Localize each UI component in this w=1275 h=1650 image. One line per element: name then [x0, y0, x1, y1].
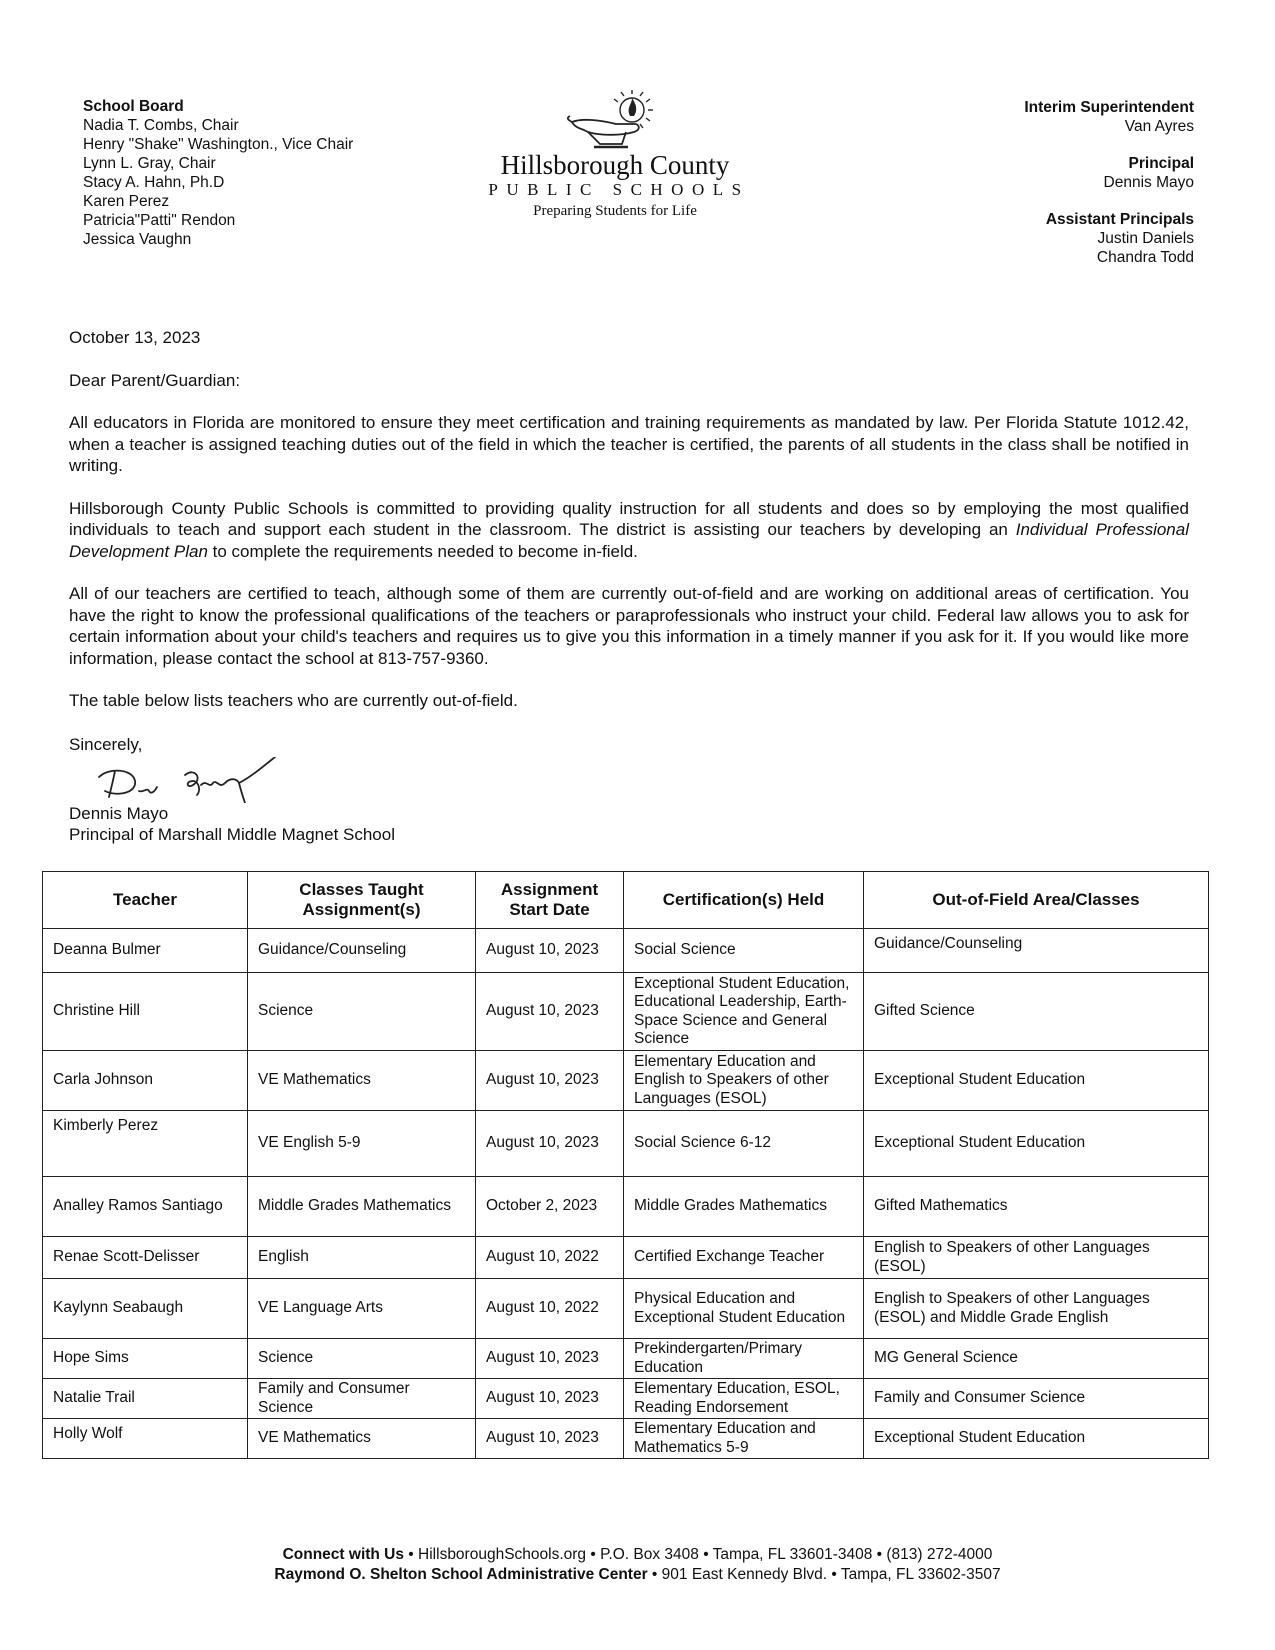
classes-cell: English: [248, 1237, 476, 1279]
out-of-field-cell: English to Speakers of other Languages (ESOL): [864, 1237, 1209, 1279]
signer-title: Principal of Marshall Middle Magnet School: [69, 825, 395, 844]
paragraph-commitment-text-end: to complete the requirements needed to become in-field.: [207, 541, 638, 561]
certification-cell: Social Science: [624, 929, 864, 973]
classes-cell: VE Mathematics: [248, 1051, 476, 1111]
start-date-cell: August 10, 2022: [476, 1237, 624, 1279]
table-row: [43, 1419, 1209, 1459]
logo-name: Hillsborough County: [500, 150, 730, 180]
certification-cell: Prekindergarten/Primary Education: [624, 1339, 864, 1379]
footer-line-address: [0, 1565, 1275, 1585]
board-member: Stacy A. Hahn, Ph.D: [83, 174, 225, 191]
out-of-field-cell: Exceptional Student Education: [864, 1111, 1209, 1177]
out-of-field-table: [42, 871, 1209, 1459]
table-row: [43, 1237, 1209, 1279]
classes-cell: VE Mathematics: [248, 1419, 476, 1459]
paragraph-rights: All of our teachers are certified to teach, although some of them are currently out-of-field and are working on additional areas of certification. You have the right to know the professional qualifications of the teachers or paraprofessionals who instruct your child. Federal law allows you to ask for certain information about your child's teachers and requires us to give you this information in a timely manner if you ask for it. If you would like more information, please contact the school at 813-757-9360.: [69, 584, 1189, 668]
salutation: Dear Parent/Guardian:: [69, 370, 241, 390]
district-logo: [455, 88, 775, 220]
paragraph-commitment-text: Hillsborough County Public Schools is committed to providing quality instruction for all students and does so by employing the most qualified individuals to teach and support each student in the classroom. The district is assisting our teachers by developing an: [69, 498, 1189, 539]
closing: Sincerely,: [69, 734, 143, 754]
teacher-cell: Kaylynn Seabaugh: [43, 1279, 248, 1339]
board-member: Henry "Shake" Washington., Vice Chair: [83, 136, 354, 153]
principal-label: Principal: [1128, 155, 1194, 172]
start-date-cell: August 10, 2023: [476, 929, 624, 973]
certification-cell: Certified Exchange Teacher: [624, 1237, 864, 1279]
footer-line-contact: [0, 1545, 1275, 1565]
footer-address-heading: Raymond O. Shelton School Administrative Center: [274, 1566, 648, 1583]
table-note: The table below lists teachers who are currently out-of-field.: [69, 691, 518, 710]
classes-cell: VE English 5-9: [248, 1111, 476, 1177]
table-row: [43, 1111, 1209, 1177]
footer-contact-details: • HillsboroughSchools.org • P.O. Box 3408 • Tampa, FL 33601-3408 • (813) 272-4000: [404, 1546, 993, 1563]
classes-cell: VE Language Arts: [248, 1279, 476, 1339]
table-row: [43, 1339, 1209, 1379]
teacher-cell: Hope Sims: [43, 1339, 248, 1379]
signature-icon: [89, 757, 299, 803]
start-date-cell: August 10, 2023: [476, 1339, 624, 1379]
teacher-cell: Carla Johnson: [43, 1051, 248, 1111]
superintendent-label: Interim Superintendent: [1024, 99, 1194, 116]
classes-cell: Science: [248, 1339, 476, 1379]
start-date-cell: August 10, 2022: [476, 1279, 624, 1339]
teacher-cell: Analley Ramos Santiago: [43, 1177, 248, 1237]
assistant-principals-label: Assistant Principals: [1045, 211, 1194, 228]
certification-cell: Physical Education and Exceptional Student Education: [624, 1279, 864, 1339]
column-header: Certification(s) Held: [624, 872, 864, 929]
board-member: Patricia"Patti" Rendon: [83, 212, 236, 229]
certification-cell: Elementary Education and English to Speakers of other Languages (ESOL): [624, 1051, 864, 1111]
out-of-field-cell: Guidance/Counseling: [864, 929, 1209, 973]
classes-cell: Family and Consumer Science: [248, 1379, 476, 1419]
classes-cell: Science: [248, 973, 476, 1051]
administration-block: [1024, 98, 1194, 267]
certification-cell: Exceptional Student Education, Educational Leadership, Earth-Space Science and General Science: [624, 973, 864, 1051]
out-of-field-cell: Exceptional Student Education: [864, 1051, 1209, 1111]
school-board-heading: School Board: [83, 98, 184, 115]
logo-tagline: Preparing Students for Life: [533, 203, 697, 219]
table-row: [43, 1379, 1209, 1419]
certification-cell: Middle Grades Mathematics: [624, 1177, 864, 1237]
teacher-cell: Kimberly Perez: [43, 1111, 248, 1177]
certification-cell: Social Science 6-12: [624, 1111, 864, 1177]
start-date-cell: August 10, 2023: [476, 1379, 624, 1419]
classes-cell: Guidance/Counseling: [248, 929, 476, 973]
page-footer: [0, 1545, 1275, 1585]
column-header: Out-of-Field Area/Classes: [864, 872, 1209, 929]
lamp-of-learning-icon: [560, 88, 670, 150]
plan-name: Individual Professional Development Plan: [69, 520, 1189, 561]
out-of-field-cell: Exceptional Student Education: [864, 1419, 1209, 1459]
teacher-cell: Deanna Bulmer: [43, 929, 248, 973]
out-of-field-cell: English to Speakers of other Languages (ESOL) and Middle Grade English: [864, 1279, 1209, 1339]
out-of-field-cell: Family and Consumer Science: [864, 1379, 1209, 1419]
letter-date: October 13, 2023: [69, 328, 201, 347]
logo-subtitle: PUBLIC SCHOOLS: [488, 180, 750, 199]
teacher-cell: Natalie Trail: [43, 1379, 248, 1419]
start-date-cell: October 2, 2023: [476, 1177, 624, 1237]
table-row: [43, 1051, 1209, 1111]
start-date-cell: August 10, 2023: [476, 1419, 624, 1459]
table-row: [43, 929, 1209, 973]
table-row: [43, 973, 1209, 1051]
paragraph-statute: All educators in Florida are monitored to ensure they meet certification and training requirements as mandated by law. Per Florida Statute 1012.42, when a teacher is assigned teaching duties out of the field in which the teacher is certified, the parents of all students in the class shall be notified in writing.: [69, 413, 1189, 475]
board-member: Nadia T. Combs, Chair: [83, 117, 239, 134]
teacher-cell: Christine Hill: [43, 973, 248, 1051]
assistant-principal-name: Chandra Todd: [1096, 249, 1194, 266]
out-of-field-cell: MG General Science: [864, 1339, 1209, 1379]
start-date-cell: August 10, 2023: [476, 973, 624, 1051]
principal-name: Dennis Mayo: [1103, 174, 1194, 191]
signer-name: Dennis Mayo: [69, 804, 169, 823]
table-header-row: [43, 872, 1209, 929]
school-board-block: [83, 97, 353, 249]
certification-cell: Elementary Education and Mathematics 5-9: [624, 1419, 864, 1459]
classes-cell: Middle Grades Mathematics: [248, 1177, 476, 1237]
teacher-cell: Renae Scott-Delisser: [43, 1237, 248, 1279]
column-header: Classes Taught Assignment(s): [248, 872, 476, 929]
footer-address-details: • 901 East Kennedy Blvd. • Tampa, FL 33602-3507: [647, 1566, 1001, 1583]
column-header: Assignment Start Date: [476, 872, 624, 929]
out-of-field-cell: Gifted Science: [864, 973, 1209, 1051]
board-member: Karen Perez: [83, 193, 170, 210]
start-date-cell: August 10, 2023: [476, 1051, 624, 1111]
footer-contact-heading: Connect with Us: [282, 1546, 404, 1563]
board-member: Jessica Vaughn: [83, 231, 192, 248]
out-of-field-cell: Gifted Mathematics: [864, 1177, 1209, 1237]
letter-body: [69, 327, 1189, 845]
superintendent-name: Van Ayres: [1124, 118, 1194, 135]
table-row: [43, 1177, 1209, 1237]
teacher-cell: Holly Wolf: [43, 1419, 248, 1459]
certification-cell: Elementary Education, ESOL, Reading Endorsement: [624, 1379, 864, 1419]
assistant-principal-name: Justin Daniels: [1097, 230, 1194, 247]
paragraph-commitment: [69, 498, 1189, 563]
column-header: Teacher: [43, 872, 248, 929]
board-member: Lynn L. Gray, Chair: [83, 155, 216, 172]
table-row: [43, 1279, 1209, 1339]
start-date-cell: August 10, 2023: [476, 1111, 624, 1177]
